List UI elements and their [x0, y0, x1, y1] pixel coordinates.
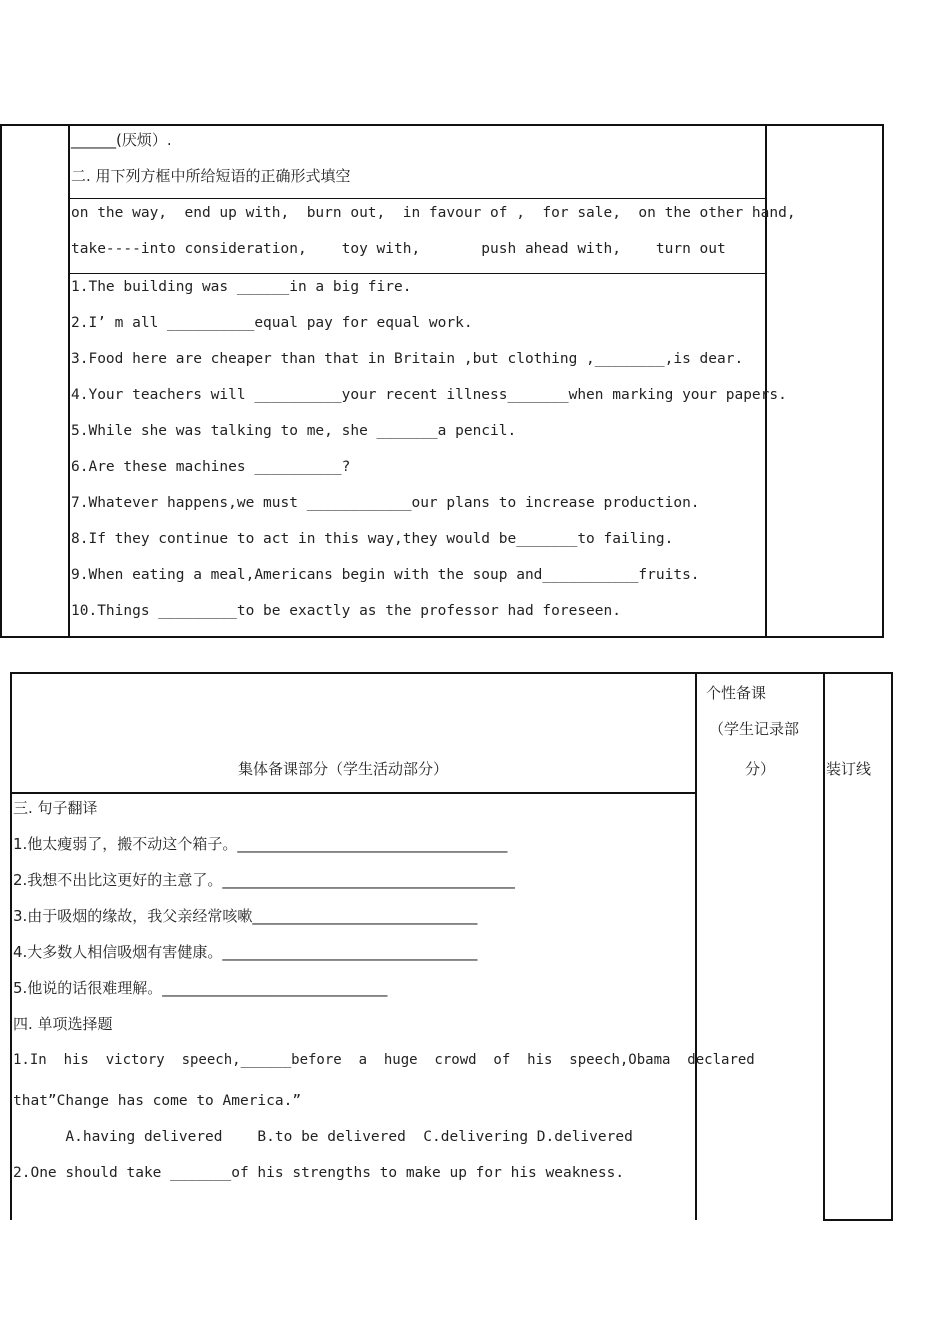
table1-col-divider-1	[68, 124, 70, 638]
translation-3: 3.由于吸烟的缘故，我父亲经常咳嗽______________________________	[13, 907, 478, 925]
binding-box-top	[823, 672, 893, 674]
phrase-box-bottom	[68, 273, 767, 274]
fill-item-4: 4.Your teachers will __________your recent illness_______when marking your papers.	[71, 387, 787, 403]
top-fragment: ______(厌烦）.	[71, 131, 172, 149]
table1-bottom-border	[0, 636, 884, 638]
binding-box-left	[823, 672, 825, 1221]
binding-box-bottom	[823, 1219, 893, 1221]
phrase-list-line-2: take----into consideration, toy with, push ahead with, turn out	[71, 241, 726, 257]
translation-4: 4.大多数人相信吸烟有害健康。__________________________________	[13, 943, 478, 961]
binding-box-right	[891, 672, 893, 1221]
table2-col-divider	[695, 672, 697, 1220]
phrase-list-line-1: on the way, end up with, burn out, in favour of , for sale, on the other hand,	[71, 205, 796, 221]
fill-item-8: 8.If they continue to act in this way,they would be_______to failing.	[71, 531, 674, 547]
table1-col-divider-2	[765, 124, 767, 638]
header-side-line-1: 个性备课	[706, 684, 767, 702]
fill-item-9: 9.When eating a meal,Americans begin with the soup and___________fruits.	[71, 567, 700, 583]
table2-left-border	[10, 672, 12, 1220]
binding-label: 装订线	[826, 760, 872, 778]
translation-1: 1.他太瘦弱了，搬不动这个箱子。____________________________________	[13, 835, 508, 853]
question-1-line-2: that”Change has come to America.”	[13, 1093, 302, 1109]
question-2-line-1: 2.One should take _______of his strengths to make up for his weakness.	[13, 1165, 625, 1181]
table2-header-bottom	[10, 792, 697, 794]
fill-item-7: 7.Whatever happens,we must ____________our plans to increase production.	[71, 495, 700, 511]
section-2-title: 二. 用下列方框中所给短语的正确形式填空	[71, 167, 351, 185]
table1-right-border	[882, 124, 884, 638]
translation-5: 5.他说的话很难理解。______________________________	[13, 979, 388, 997]
section-4-title: 四. 单项选择题	[13, 1015, 113, 1033]
fill-item-2: 2.I’ m all __________equal pay for equal work.	[71, 315, 473, 331]
header-side-line-3: 分）	[745, 760, 776, 778]
section-3-title: 三. 句子翻译	[13, 799, 98, 817]
table1-top-border	[0, 124, 884, 126]
fill-item-5: 5.While she was talking to me, she _______a pencil.	[71, 423, 517, 439]
header-main: 集体备课部分（学生活动部分）	[238, 760, 449, 778]
table2-top-border	[10, 672, 826, 674]
fill-item-6: 6.Are these machines __________?	[71, 459, 351, 475]
translation-2: 2.我想不出比这更好的主意了。_______________________________________	[13, 871, 515, 889]
question-1-line-1: 1.In his victory speech,______before a huge crowd of his speech,Obama declared	[13, 1052, 755, 1068]
header-side-line-2: （学生记录部	[709, 720, 800, 738]
question-1-options: A.having delivered B.to be delivered C.delivering D.delivered	[13, 1129, 633, 1145]
fill-item-3: 3.Food here are cheaper than that in Britain ,but clothing ,________,is dear.	[71, 351, 744, 367]
phrase-box-top	[68, 198, 767, 199]
fill-item-10: 10.Things _________to be exactly as the professor had foreseen.	[71, 603, 621, 619]
table1-left-border	[0, 124, 2, 638]
fill-item-1: 1.The building was ______in a big fire.	[71, 279, 412, 295]
